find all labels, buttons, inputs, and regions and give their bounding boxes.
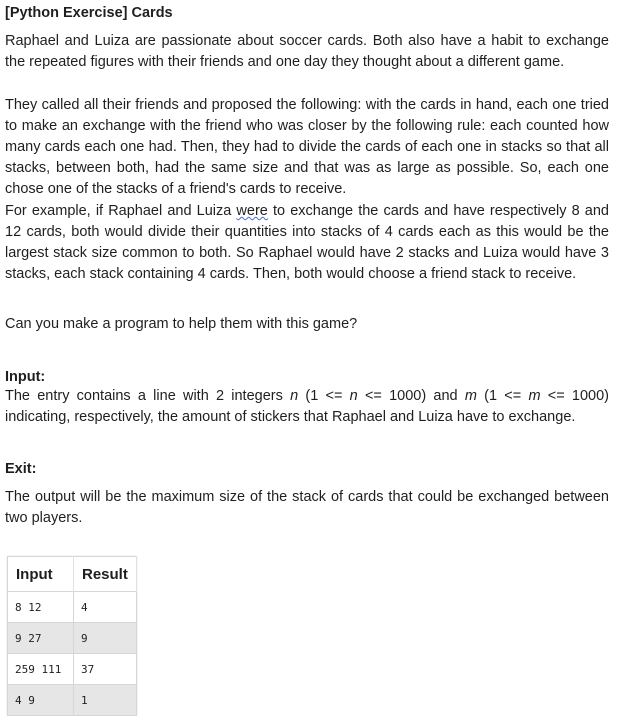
result-cell: 9 xyxy=(74,623,137,654)
variable-n: n xyxy=(290,388,299,404)
input-text-3: <= 1000) and xyxy=(357,388,465,404)
table-row xyxy=(8,623,137,654)
input-cell: 9 27 xyxy=(8,623,74,654)
exit-description: The output will be the maximum size of the stack of cards that could be exchanged between two players. xyxy=(5,489,609,526)
intro-paragraph-2: They called all their friends and proposed the following: with the cards in hand, each one tried to make an exchange with the friend who was closer by the following rule: each counted how many cards each one had. Then, they had to divide the cards of each one in stacks so that all stacks, between both, had the same size and that was as large as possible. So, each one chose one of the stacks of a friend's cards to receive. xyxy=(5,97,609,197)
intro-paragraph-1: Raphael and Luiza are passionate about soccer cards. Both also have a habit to exchange the repeated figures with their friends and one day they thought about a different game. xyxy=(5,33,609,70)
result-cell: 37 xyxy=(74,654,137,685)
input-text-4: (1 <= xyxy=(476,388,529,404)
table-row xyxy=(8,592,137,623)
example-text-end: to exchange the cards and have respectively 8 and 12 cards, both would divide their quantities into stacks of 4 cards each as this would be the largest stack size common to both. So Raphael would have 2 stacks and Luiza would have 3 stacks, each stack containing 4 cards. Then, both would choose a friend stack to receive. xyxy=(5,203,609,282)
table-row xyxy=(8,654,137,685)
input-text-2: (1 <= xyxy=(298,388,350,404)
input-text-5: <= 1000) indicating, respectively, the amount of stickers that Raphael and Luiza have to exchange. xyxy=(5,388,609,425)
result-cell: 1 xyxy=(74,685,137,716)
input-heading: Input: xyxy=(5,369,46,385)
column-header-input: Input xyxy=(8,557,74,592)
examples-table xyxy=(7,556,137,716)
spellcheck-underlined-word: were xyxy=(236,203,268,219)
column-header-result: Result xyxy=(74,557,137,592)
variable-m: m xyxy=(464,388,477,404)
input-cell: 4 9 xyxy=(8,685,74,716)
page-title: [Python Exercise] Cards xyxy=(5,5,173,21)
result-cell: 4 xyxy=(74,592,137,623)
question-paragraph: Can you make a program to help them with this game? xyxy=(5,316,358,332)
input-cell: 259 111 xyxy=(8,654,74,685)
input-description xyxy=(5,386,609,428)
exit-heading: Exit: xyxy=(5,461,37,477)
table-header-row xyxy=(8,557,137,592)
variable-n: n xyxy=(349,388,358,404)
example-text-start: For example, if Raphael and Luiza xyxy=(5,203,237,219)
variable-m: m xyxy=(528,388,541,404)
intro-paragraph-3 xyxy=(5,201,609,285)
input-text-1: The entry contains a line with 2 integers xyxy=(5,388,291,404)
input-cell: 8 12 xyxy=(8,592,74,623)
table-row xyxy=(8,685,137,716)
